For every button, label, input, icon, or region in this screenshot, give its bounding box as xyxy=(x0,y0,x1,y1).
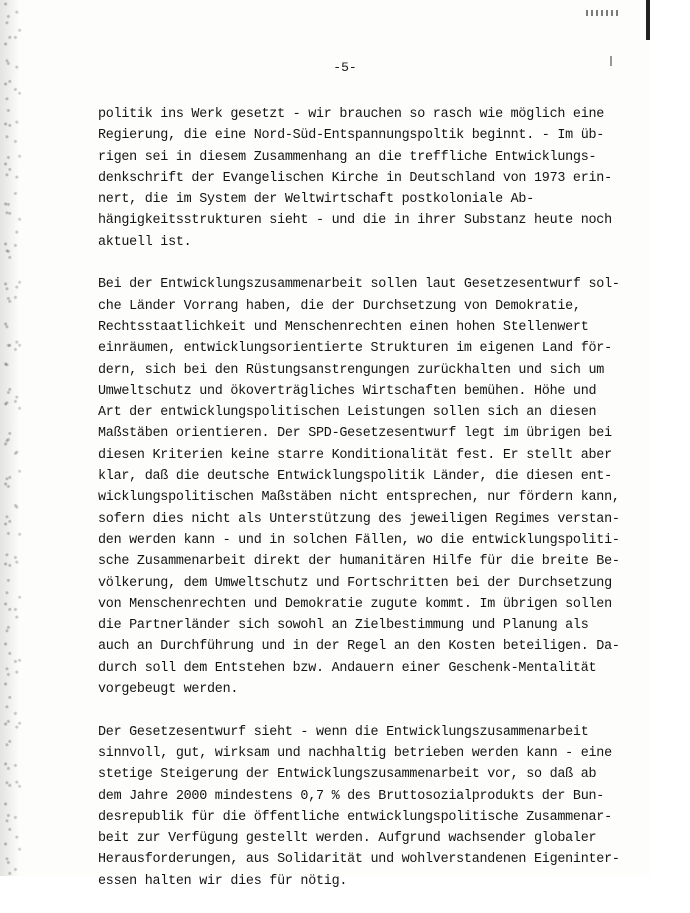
text-line: Regierung, die eine Nord-Süd-Entspannungspoltik beginnt. - Im üb- xyxy=(98,128,605,144)
text-line: vorgebeugt werden. xyxy=(98,682,239,698)
page-number: -5- xyxy=(333,60,357,75)
text-line: aktuell ist. xyxy=(98,234,192,250)
paragraph-3 xyxy=(98,722,620,892)
text-line: dern, sich bei den Rüstungsanstrengungen zurückhalten und sich um xyxy=(98,362,605,378)
text-line: Der Gesetzesentwurf sieht - wenn die Entwicklungszusammenarbeit xyxy=(98,724,589,740)
text-line: politik ins Werk gesetzt - wir brauchen so rasch wie möglich eine xyxy=(98,107,605,122)
text-line: sche Zusammenarbeit direkt der humanitären Hilfe für die breite Be- xyxy=(98,554,620,570)
text-line: Umweltschutz und ökoverträgliches Wirtschaften bemühen. Höhe und xyxy=(98,383,597,399)
text-line: rigen sei in diesem Zusammenhang an die treffliche Entwicklungs- xyxy=(98,149,597,165)
text-line: desrepublik für die öffentliche entwicklungspolitische Zusammenar- xyxy=(98,809,612,825)
text-line: klar, daß die deutsche Entwicklungspolitik Länder, die diesen ent- xyxy=(98,469,612,485)
text-line: beit zur Verfügung gestellt werden. Aufgrund wachsender globaler xyxy=(98,831,597,847)
text-line: nert, die im System der Weltwirtschaft postkoloniale Ab- xyxy=(98,192,534,208)
text-line: einräumen, entwicklungsorientierte Strukturen im eigenen Land för- xyxy=(98,341,612,357)
text-line: auch an Durchführung und in der Regel an den Kosten beteiligen. Da- xyxy=(98,639,620,655)
text-line: Maßstäben orientieren. Der SPD-Gesetzesentwurf legt im übrigen bei xyxy=(98,426,612,442)
text-line: che Länder Vorrang haben, die der Durchsetzung von Demokratie, xyxy=(98,298,581,314)
scan-edge-right xyxy=(638,0,650,40)
text-line: völkerung, dem Umweltschutz und Fortschritten bei der Durchsetzung xyxy=(98,575,612,591)
document-body xyxy=(98,104,620,913)
text-line: stetige Steigerung der Entwicklungszusammenarbeit vor, so daß ab xyxy=(98,767,597,783)
text-line: Bei der Entwicklungszusammenarbeit sollen laut Gesetzesentwurf sol- xyxy=(98,277,620,293)
text-line: hängigkeitsstrukturen sieht - und die in ihrer Substanz heute noch xyxy=(98,213,612,229)
text-line: wicklungspolitischen Maßstäben nicht entsprechen, nur fördern kann, xyxy=(98,490,620,506)
paragraph-2 xyxy=(98,274,620,700)
text-line: Art der entwicklungspolitischen Leistungen sollen sich an diesen xyxy=(98,405,597,421)
text-line: sofern dies nicht als Unterstützung des jeweiligen Regimes verstan- xyxy=(98,511,620,527)
scan-noise-left-edge xyxy=(0,0,28,876)
paragraph-1 xyxy=(98,104,612,253)
text-line: diesen Kriterien keine starre Konditionalität fest. Er stellt aber xyxy=(98,447,612,463)
text-line: essen halten wir dies für nötig. xyxy=(98,873,348,889)
text-line: von Menschenrechten und Demokratie zugute kommt. Im übrigen sollen xyxy=(98,596,612,612)
text-line: die Partnerländer sich sowohl an Zielbestimmung und Planung als xyxy=(98,618,589,634)
scan-mark-top xyxy=(586,10,620,16)
text-line: denkschrift der Evangelischen Kirche in Deutschland von 1973 erin- xyxy=(98,170,612,186)
text-line: sinnvoll, gut, wirksam und nachhaltig betrieben werden kann - eine xyxy=(98,745,612,761)
text-line: den werden kann - und in solchen Fällen, wo die entwicklungspoliti- xyxy=(98,532,620,548)
text-line: dem Jahre 2000 mindestens 0,7 % des Bruttosozialprodukts der Bun- xyxy=(98,788,605,804)
text-line: Rechtsstaatlichkeit und Menschenrechten einen hohen Stellenwert xyxy=(98,319,589,335)
text-line: durch soll dem Entstehen bzw. Andauern einer Geschenk-Mentalität xyxy=(98,660,597,676)
text-line: Herausforderungen, aus Solidarität und wohlverstandenen Eigeninter- xyxy=(98,852,620,868)
